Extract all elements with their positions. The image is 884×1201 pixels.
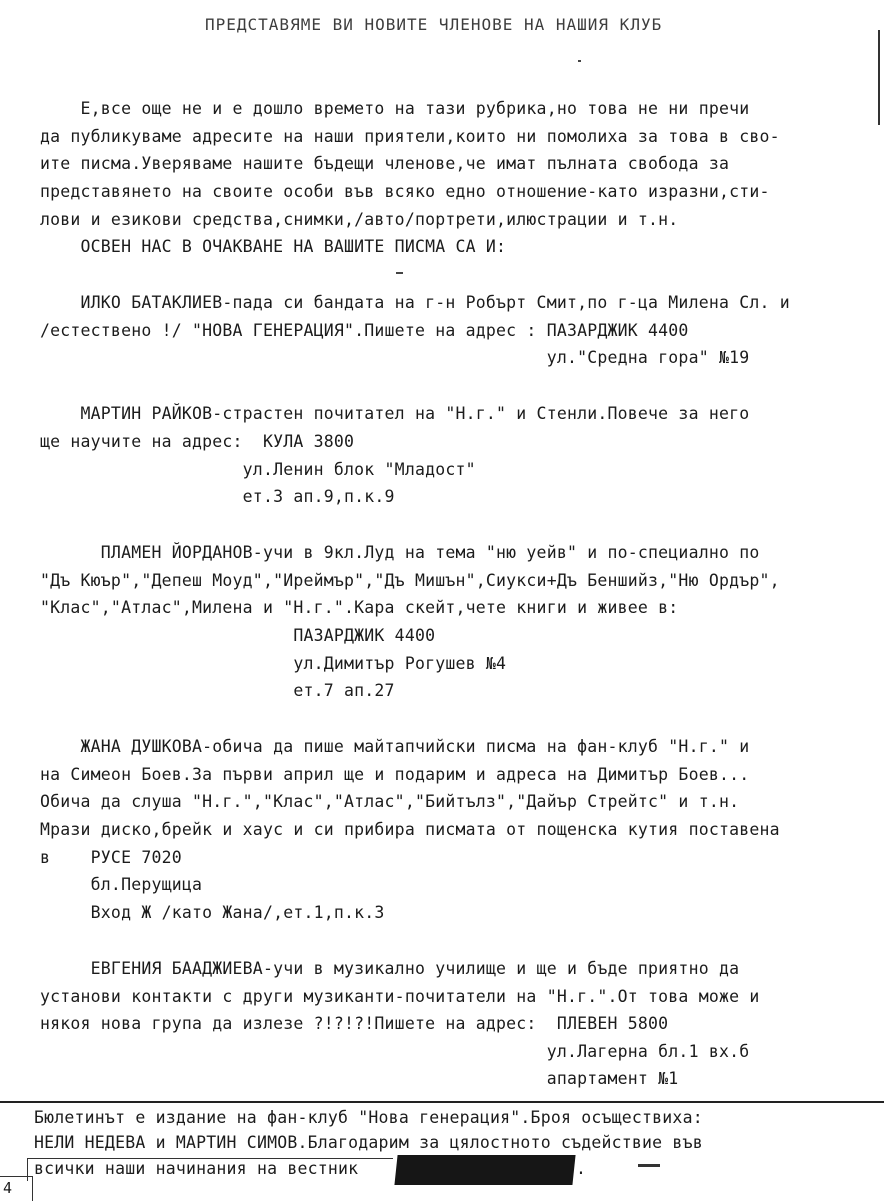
member-entry-line: установи контакти с други музиканти-почитатели на "Н.г.".От това може и (40, 987, 760, 1006)
intro-line: да публикуваме адресите на наши приятели,които ни помолиха за това в сво- (40, 127, 780, 146)
footer-period: . (576, 1159, 587, 1178)
member-entry-line: ИЛКО БАТАКЛИЕВ-пада си бандата на г-н Робърт Смит,по г-ца Милена Сл. и (40, 293, 790, 312)
member-address-line: ет.7 ап.27 (40, 681, 395, 700)
member-address-line: в РУСЕ 7020 (40, 848, 182, 867)
intro-line: ОСВЕН НАС В ОЧАКВАНЕ НА ВАШИТЕ ПИСМА СА И: (40, 237, 507, 256)
intro-line: лови и езикови средства,снимки,/авто/портрети,илюстрации и т.н. (40, 210, 679, 229)
member-entry-line: ПЛАМЕН ЙОРДАНОВ-учи в 9кл.Луд на тема "ню уейв" и по-специално по (40, 543, 760, 562)
intro-line: ите писма.Уверяваме нашите бъдещи членове,че имат пълната свобода за (40, 154, 730, 173)
member-entry-line: ЕВГЕНИЯ БААДЖИЕВА-учи в музикално училище и ще и бъде приятно да (40, 959, 740, 978)
member-entry-line: "Дъ Кюър","Депеш Моуд","Иреймър","Дъ Мишън",Сиукси+Дъ Беншийз,"Ню Ордър", (40, 571, 780, 590)
redaction-mark (394, 1155, 575, 1185)
footer-line: Бюлетинът е издание на фан-клуб "Нова генерация".Броя осъществиха: (34, 1108, 703, 1127)
member-address-line: Вход Ж /като Жана/,ет.1,п.к.3 (40, 903, 385, 922)
member-entry-line: някоя нова група да излезе ?!?!?!Пишете на адрес: ПЛЕВЕН 5800 (40, 1014, 669, 1033)
footer-divider (0, 1101, 884, 1103)
member-entry-line: ще научите на адрес: КУЛА 3800 (40, 432, 355, 451)
ink-mark (638, 1164, 660, 1167)
member-entry-line: ЖАНА ДУШКОВА-обича да пише майтапчийски писма на фан-клуб "Н.г." и (40, 737, 750, 756)
footer-line: НЕЛИ НЕДЕВА и МАРТИН СИМОВ.Благодарим за цялостното съдействие във (34, 1133, 703, 1152)
member-address-line: ул.Димитър Рогушев №4 (40, 654, 507, 673)
member-entry-line: "Клас","Атлас",Милена и "Н.г.".Кара скейт,чете книги и живее в: (40, 598, 679, 617)
member-address-line: ул.Лагерна бл.1 вх.б (40, 1042, 750, 1061)
member-address-line: апартамент №1 (40, 1069, 679, 1088)
member-entry-line: Обича да слуша "Н.г.","Клас","Атлас","Бийтълз","Дайър Стрейтс" и т.н. (40, 792, 740, 811)
footer-line: всички наши начинания на вестник (34, 1159, 359, 1178)
member-entry-line: /естествено !/ "НОВА ГЕНЕРАЦИЯ".Пишете на адрес : ПАЗАРДЖИК 4400 (40, 321, 689, 340)
member-address-line: ет.3 ап.9,п.к.9 (40, 487, 395, 506)
member-address-line: ПАЗАРДЖИК 4400 (40, 626, 436, 645)
intro-line: представянето на своите особи във всяко едно отношение-като изразни,сти- (40, 182, 770, 201)
page-title: ПРЕДСТАВЯМЕ ВИ НОВИТЕ ЧЛЕНОВЕ НА НАШИЯ КЛУБ (205, 15, 663, 34)
margin-mark (878, 30, 880, 125)
page-number: 4 (3, 1179, 13, 1197)
member-address-line: бл.Перущица (40, 875, 203, 894)
member-entry-line: Мрази диско,брейк и хаус и си прибира писмата от пощенска кутия поставена (40, 820, 780, 839)
intro-line: Е,все още не и е дошло времето на тази рубрика,но това не ни пречи (40, 99, 750, 118)
member-entry-line: на Симеон Боев.За първи април ще и подарим и адреса на Димитър Боев... (40, 765, 750, 784)
speck (578, 60, 581, 62)
member-address-line: ул.Ленин блок "Младост" (40, 460, 476, 479)
member-address-line: ул."Средна гора" №19 (40, 348, 750, 367)
speck (396, 272, 403, 274)
member-entry-line: МАРТИН РАЙКОВ-страстен почитател на "Н.г." и Стенли.Повече за него (40, 404, 750, 423)
